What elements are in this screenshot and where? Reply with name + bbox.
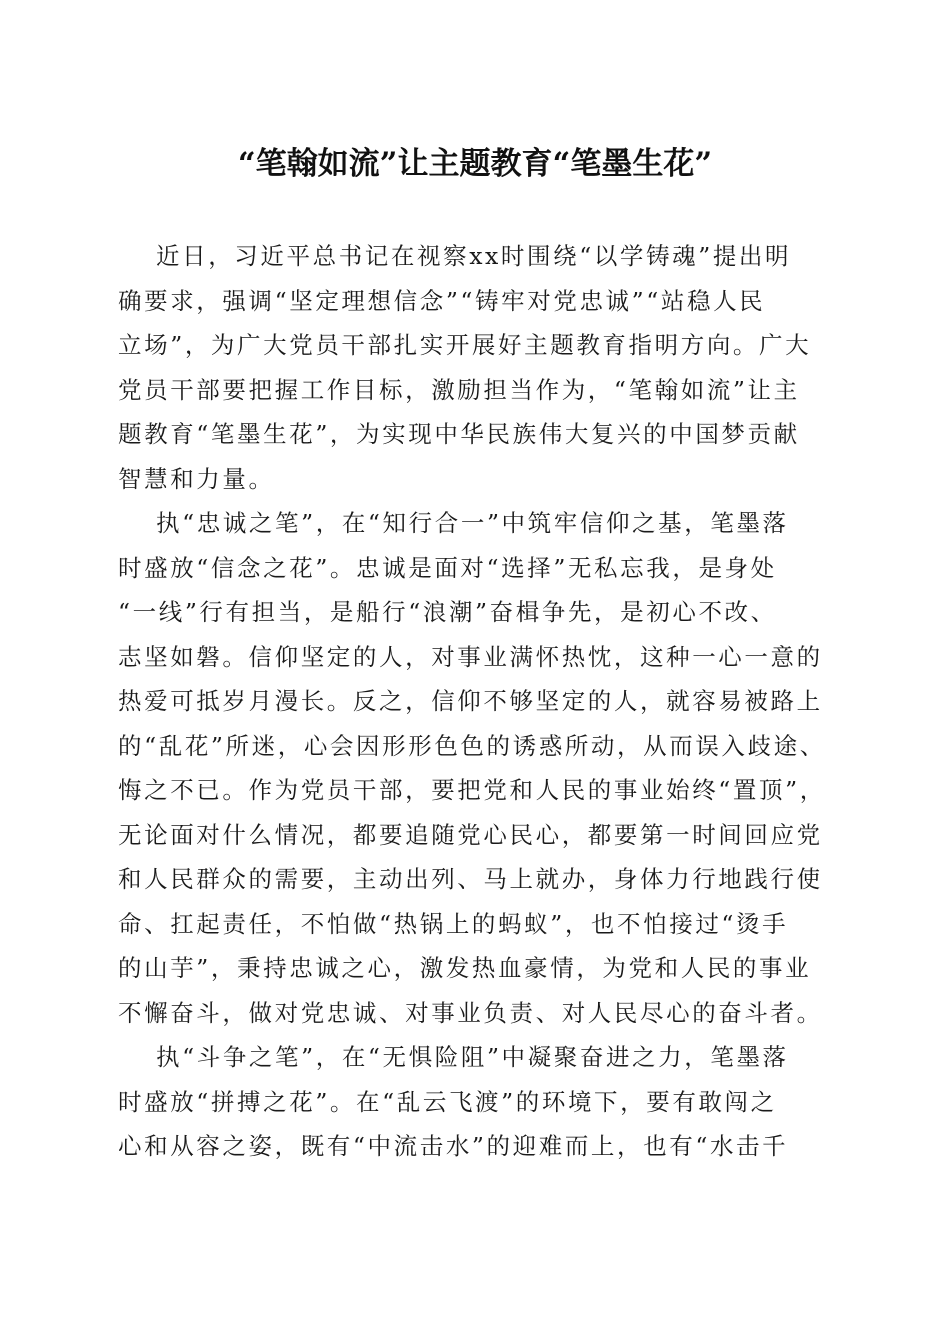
text-line: 和人民群众的需要，主动出列、马上就办，身体力行地践行使 (118, 865, 823, 893)
text-line: 悔之不已。作为党员干部，要把党和人民的事业始终“置顶”， (118, 776, 826, 804)
text-line: 热爱可抵岁月漫长。反之，信仰不够坚定的人，就容易被路上 (118, 687, 823, 715)
text-line: 时盛放“信念之花”。忠诚是面对“选择”无私忘我，是身处 (118, 553, 777, 582)
text-line: 命、扛起责任，不怕做“热锅上的蚂蚁”，也不怕接过“烫手 (118, 909, 789, 938)
text-line: 执“忠诚之笔”，在“知行合一”中筑牢信仰之基，笔墨落 (156, 509, 789, 537)
text-line: 确要求，强调“坚定理想信念”“铸牢对党忠诚”“站稳人民 (118, 286, 766, 315)
text-line: 不懈奋斗，做对党忠诚、对事业负责、对人民尽心的奋斗者。 (118, 998, 823, 1027)
text-line: 智慧和力量。 (118, 464, 275, 493)
text-line: 无论面对什么情况，都要追随党心民心，都要第一时间回应党 (118, 820, 823, 849)
text-line: 时盛放“拼搏之花”。在“乱云飞渡”的环境下，要有敢闯之 (118, 1087, 777, 1116)
text-line: 的山芋”，秉持忠诚之心，激发热血豪情，为党和人民的事业 (118, 954, 812, 982)
document-title: “笔翰如流”让主题教育“笔墨生花” (237, 146, 713, 182)
text-line: 的“乱花”所迷，心会因形形色色的诱惑所动，从而误入歧途、 (118, 731, 826, 760)
text-line: 心和从容之姿，既有“中流击水”的迎难而上，也有“水击千 (118, 1132, 789, 1160)
text-line: 立场”，为广大党员干部扎实开展好主题教育指明方向。广大 (118, 331, 812, 359)
text-line: 近日，习近平总书记在视察xx时围绕“以学铸魂”提出明 (156, 242, 792, 270)
text-line: 党员干部要把握工作目标，激励担当作为，“笔翰如流”让主 (118, 375, 800, 404)
document-body (118, 234, 838, 1169)
text-line: 志坚如磐。信仰坚定的人，对事业满怀热忱，这种一心一意的 (118, 642, 823, 671)
text-line: 题教育“笔墨生花”，为实现中华民族伟大复兴的中国梦贡献 (118, 420, 800, 448)
text-line: “一线”行有担当，是船行“浪潮”奋楫争先，是初心不改、 (118, 598, 777, 626)
text-line: 执“斗争之笔”，在“无惧险阻”中凝聚奋进之力，笔墨落 (156, 1043, 789, 1071)
